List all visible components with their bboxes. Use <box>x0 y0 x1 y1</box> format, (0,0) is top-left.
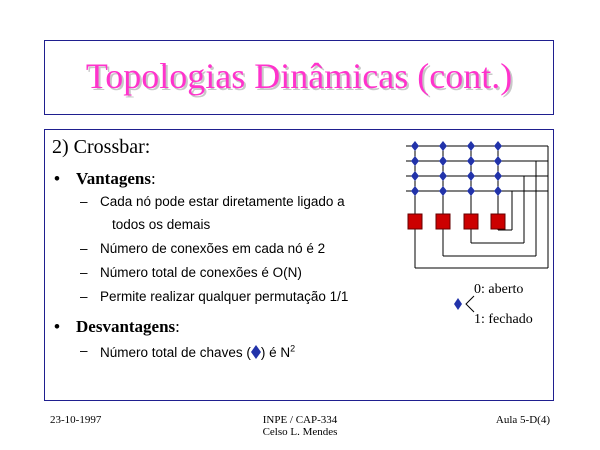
footer-date: 23-10-1997 <box>50 414 102 426</box>
processor-box <box>464 214 478 229</box>
advantages-heading: Vantagens <box>76 169 151 188</box>
disadvantages-heading: Desvantagens <box>76 317 176 336</box>
slide-title: Topologias Dinâmicas (cont.) <box>85 56 513 96</box>
processor-box <box>436 214 450 229</box>
dash-icon: – <box>80 194 88 209</box>
footer-author: Celso L. Mendes <box>262 426 338 438</box>
footer-course-name: INPE / CAP-334 <box>262 414 338 426</box>
switch-legend-icon <box>454 298 462 310</box>
switch-nodes <box>411 141 502 196</box>
advantage-item-2-text: Número de conexões em cada nó é 2 <box>100 241 326 256</box>
advantage-item-1-cont-text: todos os demais <box>112 217 211 232</box>
advantages-colon: : <box>150 169 156 188</box>
switch-node <box>467 186 475 196</box>
disadvantage-prefix: Número total de chaves ( <box>100 345 251 360</box>
switch-node <box>439 141 447 151</box>
switch-node <box>439 186 447 196</box>
switch-node <box>411 186 419 196</box>
switch-node <box>411 171 419 181</box>
processor-box <box>491 214 505 229</box>
advantage-item-1-text: Cada nó pode estar diretamente ligado a <box>100 194 345 209</box>
disadvantages-colon: : <box>175 317 180 336</box>
legend-bracket-icon <box>466 296 474 312</box>
disadvantage-exponent: 2 <box>290 343 296 354</box>
switch-node <box>494 171 502 181</box>
switch-node <box>411 141 419 151</box>
footer-course <box>240 414 360 438</box>
dash-icon: – <box>80 241 88 256</box>
footer-lecture: Aula 5-D(4) <box>495 414 550 426</box>
switch-node <box>467 156 475 166</box>
switch-node <box>494 141 502 151</box>
legend-open: 0: aberto <box>474 282 524 297</box>
disadvantage-suffix: ) é N <box>260 345 291 360</box>
processor-box <box>408 214 422 229</box>
section-colon: : <box>144 136 151 158</box>
dash-icon: – <box>80 289 88 304</box>
switch-node <box>494 156 502 166</box>
switch-node <box>439 156 447 166</box>
switch-node <box>467 141 475 151</box>
processor-boxes <box>408 214 505 229</box>
switch-node <box>439 171 447 181</box>
legend-closed: 1: fechado <box>474 312 533 327</box>
bullet-icon: • <box>54 317 60 336</box>
dash-icon: – <box>80 265 88 280</box>
bullet-icon: • <box>54 169 60 188</box>
section-label: 2) Crossbar <box>52 136 145 158</box>
advantage-item-3-text: Número total de conexões é O(N) <box>100 265 302 280</box>
switch-node <box>467 171 475 181</box>
dash-icon: – <box>80 343 88 358</box>
switch-node <box>494 186 502 196</box>
advantage-item-4-text: Permite realizar qualquer permutação 1/1 <box>100 289 349 304</box>
switch-node <box>411 156 419 166</box>
